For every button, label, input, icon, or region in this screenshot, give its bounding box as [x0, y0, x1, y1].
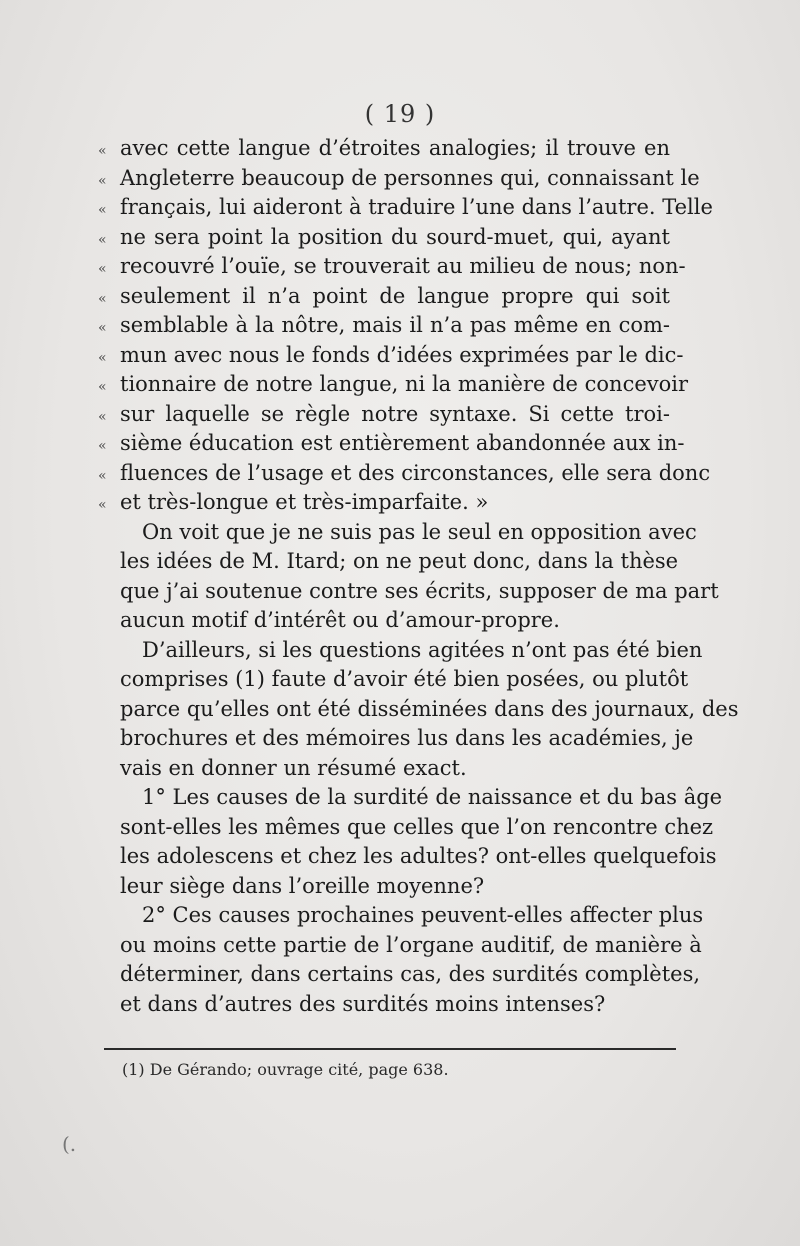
- line-text: aucun motif d’intérêt ou d’amour-propre.: [120, 608, 560, 632]
- footnote: (1) De Gérando; ouvrage cité, page 638.: [122, 1060, 449, 1079]
- quote-mark: «: [98, 172, 107, 189]
- text-line: [98, 785, 723, 815]
- text-line: [98, 903, 704, 933]
- line-text: sième éducation est entièrement abandonnée aux in-: [120, 431, 685, 455]
- line-text: tionnaire de notre langue, ni la manière de concevoir: [120, 372, 689, 396]
- text-line: [98, 195, 713, 225]
- line-text: que j’ai soutenue contre ses écrits, supposer de ma part: [120, 578, 719, 603]
- text-line: [98, 313, 670, 343]
- line-text: Angleterre beaucoup de personnes qui, connaissant le: [120, 165, 700, 190]
- line-text: fluences de l’usage et des circonstances, elle sera donc: [120, 460, 711, 485]
- quote-mark: «: [98, 497, 107, 513]
- quote-mark: «: [98, 349, 107, 366]
- line-text: ou moins cette partie de l’organe auditif, de manière à: [120, 932, 702, 957]
- body-text: [98, 136, 739, 1021]
- text-line: [98, 460, 711, 491]
- text-line: [98, 608, 670, 638]
- margin-mark: (.: [62, 1132, 77, 1156]
- line-text: avec cette langue d’étroites analogies; il trouve en: [120, 136, 670, 160]
- line-text: ne sera point la position du sourd-muet, qui, ayant: [120, 224, 670, 249]
- quote-mark: «: [98, 320, 107, 336]
- text-line: [98, 637, 703, 668]
- text-line: [98, 165, 700, 196]
- text-line: [98, 549, 679, 579]
- text-line: [98, 490, 670, 520]
- line-text: les adolescens et chez les adultes? ont-elles quelquefois: [120, 844, 717, 868]
- text-line: [98, 225, 670, 255]
- text-line: [98, 874, 670, 904]
- quote-mark: «: [98, 261, 107, 277]
- line-text: et très-longue et très-imparfaite. »: [120, 490, 489, 514]
- text-line: [98, 992, 670, 1022]
- line-text: leur siège dans l’oreille moyenne?: [120, 873, 485, 898]
- line-text: 2° Ces causes prochaines peuvent-elles affecter plus: [142, 903, 704, 927]
- text-line: [98, 431, 685, 461]
- text-line: [98, 932, 702, 963]
- line-text: 1° Les causes de la surdité de naissance et du bas âge: [142, 785, 723, 809]
- line-text: sont-elles les mêmes que celles que l’on rencontre chez: [120, 814, 714, 839]
- quote-mark: «: [98, 438, 107, 454]
- line-text: sur laquelle se règle notre syntaxe. Si cette troi-: [120, 401, 670, 426]
- text-line: [98, 342, 684, 373]
- text-line: [98, 844, 717, 874]
- quote-mark: «: [98, 379, 107, 395]
- line-text: comprises (1) faute d’avoir été bien posées, ou plutôt: [120, 667, 689, 691]
- line-text: et dans d’autres des surdités moins intenses?: [120, 991, 606, 1016]
- text-line: [98, 254, 686, 284]
- line-text: les idées de M. Itard; on ne peut donc, dans la thèse: [120, 549, 679, 573]
- text-line: [98, 696, 739, 727]
- text-line: [98, 578, 719, 609]
- line-text: français, lui aideront à traduire l’une dans l’autre. Telle: [120, 195, 713, 219]
- quote-mark: «: [98, 202, 107, 218]
- quote-mark: «: [98, 290, 107, 307]
- text-line: [98, 756, 670, 786]
- line-text: déterminer, dans certains cas, des surdités complètes,: [120, 962, 701, 986]
- line-text: parce qu’elles ont été disséminées dans des journaux, des: [120, 696, 739, 721]
- text-line: [98, 667, 689, 697]
- line-text: D’ailleurs, si les questions agitées n’ont pas été bien: [142, 637, 703, 662]
- line-text: seulement il n’a point de langue propre qui soit: [120, 283, 670, 308]
- text-line: [98, 284, 670, 314]
- text-line: [98, 519, 697, 550]
- text-line: [98, 136, 670, 166]
- line-text: brochures et des mémoires lus dans les académies, je: [120, 726, 694, 750]
- page-number: ( 19 ): [364, 100, 436, 128]
- line-text: vais en donner un résumé exact.: [120, 755, 467, 780]
- line-text: On voit que je ne suis pas le seul en opposition avec: [142, 519, 697, 544]
- quote-mark: «: [98, 408, 107, 425]
- text-line: [98, 814, 714, 845]
- line-text: mun avec nous le fonds d’idées exprimées par le dic-: [120, 342, 684, 367]
- text-line: [98, 962, 701, 992]
- quote-mark: «: [98, 231, 107, 248]
- line-text: semblable à la nôtre, mais il n’a pas même en com-: [120, 313, 670, 337]
- text-line: [98, 402, 670, 432]
- quote-mark: «: [98, 143, 107, 159]
- line-text: recouvré l’ouïe, se trouverait au milieu de nous; non-: [120, 254, 686, 278]
- footnote-divider: [104, 1048, 676, 1050]
- text-line: [98, 726, 694, 756]
- text-line: [98, 372, 689, 402]
- quote-mark: «: [98, 467, 107, 484]
